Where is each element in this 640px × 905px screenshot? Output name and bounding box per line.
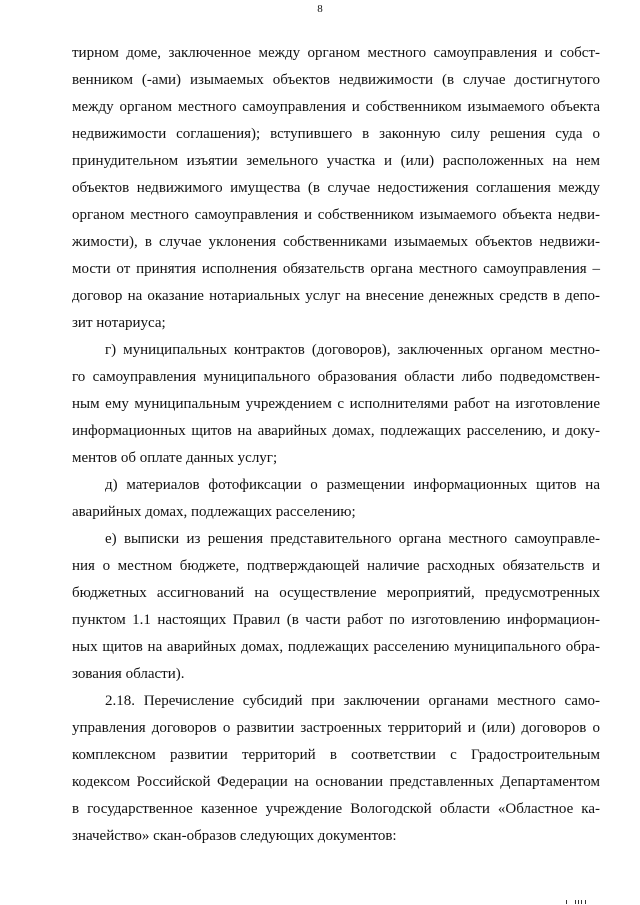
text-line: комплексном развитии территорий в соответствии с Градостроительным [72, 747, 600, 763]
text-line: зования области). [72, 666, 185, 682]
text-line: зит нотариуса; [72, 315, 166, 331]
text-line: аварийных домах, подлежащих расселению; [72, 504, 356, 520]
text-line: мости от принятия исполнения обязательств органа местного самоуправления – [72, 261, 600, 277]
text-line: е) выписки из решения представительного органа местного самоуправле- [105, 531, 600, 547]
text-line: принудительном изъятии земельного участка и (или) расположенных на нем [72, 153, 600, 169]
text-line: ным ему муниципальным учреждением с исполнителями работ на изготовление [72, 396, 600, 412]
text-line: жимости), в случае уклонения собственниками изымаемых объектов недвижи- [72, 234, 600, 250]
page-number: 8 [317, 3, 323, 15]
text-line: ментов об оплате данных услуг; [72, 450, 278, 466]
text-line: договор на оказание нотариальных услуг на внесение денежных средств в депо- [72, 288, 600, 304]
text-line: д) материалов фотофиксации о размещении информационных щитов на [105, 477, 600, 493]
scan-mark [566, 900, 567, 904]
text-line: ных щитов на аварийных домах, подлежащих расселению муниципального обра- [72, 639, 600, 655]
text-line: между органом местного самоуправления и собственником изымаемого объекта [72, 99, 600, 115]
text-line: ния о местном бюджете, подтверждающей наличие расходных обязательств и [72, 558, 600, 574]
text-line: кодексом Российской Федерации на основании представленных Департаментом [72, 774, 600, 790]
scan-mark [575, 900, 576, 904]
text-line: бюджетных ассигнований на осуществление мероприятий, предусмотренных [72, 585, 600, 601]
text-line: управления договоров о развитии застроенных территорий и (или) договоров о [72, 720, 600, 736]
text-line: значейство» скан-образов следующих документов: [72, 828, 397, 844]
text-line: информационных щитов на аварийных домах, подлежащих расселению, и доку- [72, 423, 600, 439]
text-line: объектов недвижимого имущества (в случае недостижения соглашения между [72, 180, 600, 196]
text-line: тирном доме, заключенное между органом местного самоуправления и собст- [72, 45, 600, 61]
scan-mark [578, 900, 579, 904]
text-line: пунктом 1.1 настоящих Правил (в части работ по изготовлению информацион- [72, 612, 600, 628]
text-line: недвижимости соглашения); вступившего в законную силу решения суда о [72, 126, 600, 142]
text-line: 2.18. Перечисление субсидий при заключении органами местного само- [105, 693, 600, 709]
text-line: венником (-ами) изымаемых объектов недвижимости (в случае достигнутого [72, 72, 600, 88]
text-line: органом местного самоуправления и собственником изымаемого объекта недви- [72, 207, 600, 223]
scan-mark [585, 900, 586, 904]
text-line: в государственное казенное учреждение Вологодской области «Областное ка- [72, 801, 600, 817]
text-line: г) муниципальных контрактов (договоров), заключенных органом местно- [105, 342, 600, 358]
scan-mark [581, 900, 582, 904]
text-line: го самоуправления муниципального образования области либо подведомствен- [72, 369, 600, 385]
